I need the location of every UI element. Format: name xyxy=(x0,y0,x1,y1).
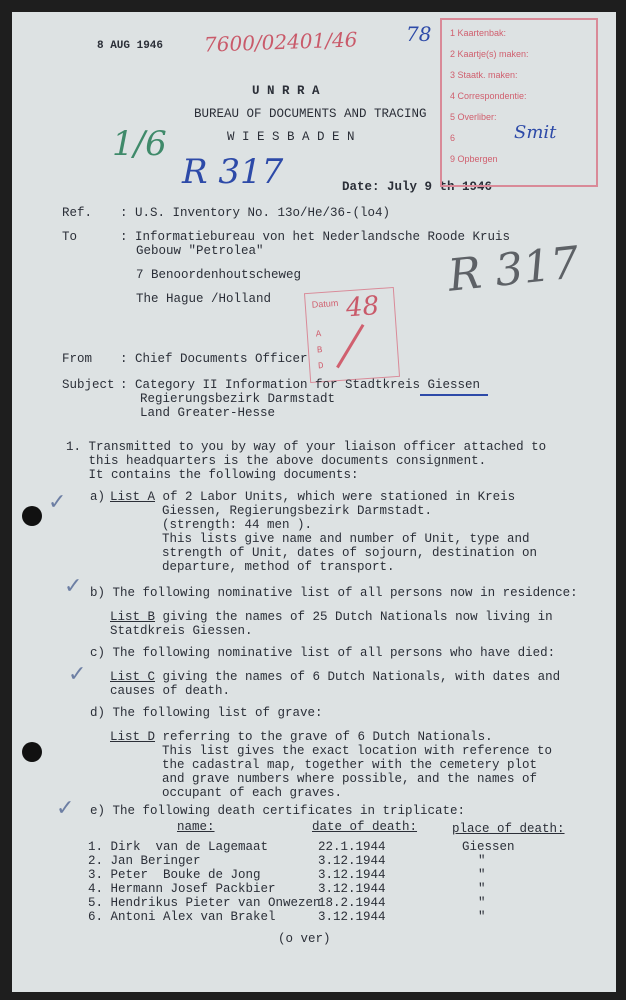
org-line-1: U N R R A xyxy=(252,84,320,98)
table-row-name: 3. Peter Bouke de Jong xyxy=(88,868,261,882)
item-a-list-name: List A xyxy=(110,490,156,504)
document-date: Date: July 9 th 1946 xyxy=(342,180,493,194)
table-row-date: 3.12.1944 xyxy=(318,910,386,924)
item-b-line-1: b) The following nominative list of all persons now in residence: xyxy=(90,586,578,600)
stamp-item: 5 Overliber: xyxy=(450,112,497,122)
table-row-date: 3.12.1944 xyxy=(318,882,386,896)
check-mark-icon: ✓ xyxy=(64,574,83,599)
item-d-line-4: the cadastral map, together with the cemetery plot xyxy=(162,758,538,772)
item-c-line-1: c) The following nominative list of all persons who have died: xyxy=(90,646,556,660)
stamp-item: 9 Opbergen xyxy=(450,154,498,164)
table-row-name: 4. Hermann Josef Packbier xyxy=(88,882,276,896)
table-row-place: Giessen xyxy=(462,840,515,854)
punch-hole xyxy=(22,506,42,526)
org-line-2: BUREAU OF DOCUMENTS AND TRACING xyxy=(194,107,427,121)
item-d-line-2: referring to the grave of 6 Dutch Nationals. xyxy=(155,730,493,744)
ref-label: Ref. xyxy=(62,206,93,220)
table-header-place: place of death: xyxy=(452,822,565,836)
table-row-date: 3.12.1944 xyxy=(318,854,386,868)
from-value: : Chief Documents Officer xyxy=(120,352,308,366)
item-a-line-1: of 2 Labor Units, which were stationed in Kreis xyxy=(155,490,516,504)
table-row-name: 5. Hendrikus Pieter van Onwezen xyxy=(88,896,321,910)
table-header-date: date of death: xyxy=(312,820,418,834)
item-d-line-1: d) The following list of grave: xyxy=(90,706,323,720)
table-row-name: 6. Antoni Alex van Brakel xyxy=(88,910,276,924)
handwritten-mark-green: 1/6 xyxy=(112,124,167,164)
paragraph-1-line-2: this headquarters is the above documents consignment. xyxy=(66,454,487,468)
received-date-stamp: 8 AUG 1946 xyxy=(97,40,164,52)
stamp-item: 3 Staatk. maken: xyxy=(450,70,518,80)
inbound-stamp-number: 48 xyxy=(345,291,381,324)
item-d-line-6: occupant of each graves. xyxy=(162,786,343,800)
subject-line-1: : Category II Information for Stadtkreis Giessen xyxy=(120,378,481,392)
item-c-line-3: causes of death. xyxy=(110,684,231,698)
inbound-stamp xyxy=(304,287,400,383)
subject-line-3: Land Greater-Hesse xyxy=(140,406,276,420)
registration-stamp xyxy=(440,18,598,187)
ref-value: : U.S. Inventory No. 13o/He/36-(lo4) xyxy=(120,206,391,220)
to-line-2: Gebouw "Petrolea" xyxy=(136,244,264,258)
paragraph-1-line-3: It contains the following documents: xyxy=(66,468,359,482)
table-row-place: " xyxy=(478,854,486,868)
item-a-line-3: (strength: 44 men ). xyxy=(162,518,313,532)
paragraph-1-line-1: 1. Transmitted to you by way of your liaison officer attached to xyxy=(66,440,547,454)
item-d-line-3: This list gives the exact location with reference to xyxy=(162,744,553,758)
stamp-item: 6 xyxy=(450,133,456,143)
blue-underline-mark xyxy=(420,394,488,396)
to-line-3: 7 Benoordenhoutscheweg xyxy=(136,268,302,282)
item-d-list-name: List D xyxy=(110,730,156,744)
org-line-3: W I E S B A D E N xyxy=(227,130,355,144)
to-line-4: The Hague /Holland xyxy=(136,292,272,306)
from-label: From xyxy=(62,352,93,366)
stamp-item: 1 Kaartenbak: xyxy=(450,28,507,38)
item-a-prefix: a) xyxy=(90,490,106,504)
table-row-name: 2. Jan Beringer xyxy=(88,854,201,868)
handwritten-file-ref: 7600/02401/46 xyxy=(203,27,358,57)
table-header-name: name: xyxy=(177,820,215,834)
inbound-stamp-letter: D xyxy=(317,361,324,372)
to-label: To xyxy=(62,230,78,244)
over-note: (o ver) xyxy=(278,932,331,946)
stamp-item: 4 Correspondentie: xyxy=(450,91,527,101)
item-b-line-3: Statdkreis Giessen. xyxy=(110,624,253,638)
item-b-list-name: List B xyxy=(110,610,156,624)
table-row-place: " xyxy=(478,910,486,924)
item-c-list-name: List C xyxy=(110,670,156,684)
inbound-stamp-letter: B xyxy=(316,345,323,356)
item-a-line-2: Giessen, Regierungsbezirk Darmstadt. xyxy=(162,504,433,518)
table-row-date: 3.12.1944 xyxy=(318,868,386,882)
item-c-line-2: giving the names of 6 Dutch Nationals, with dates and xyxy=(155,670,561,684)
subject-label: Subject xyxy=(62,378,115,392)
table-row-place: " xyxy=(478,868,486,882)
handwritten-reference-gray: R 317 xyxy=(445,237,582,302)
inbound-stamp-letter: A xyxy=(315,329,322,340)
item-d-line-5: and grave numbers where possible, and the names of xyxy=(162,772,538,786)
to-line-1: : Informatiebureau von het Nederlandsche Roode Kruis xyxy=(120,230,511,244)
item-e-line-1: e) The following death certificates in triplicate: xyxy=(90,804,466,818)
check-mark-icon: ✓ xyxy=(56,796,75,821)
stamp-item: 2 Kaartje(s) maken: xyxy=(450,49,529,59)
item-a-line-5: strength of Unit, dates of sojourn, destination on xyxy=(162,546,538,560)
table-row-place: " xyxy=(478,882,486,896)
subject-line-2: Regierungsbezirk Darmstadt xyxy=(140,392,336,406)
document-page xyxy=(12,12,616,992)
item-a-line-6: departure, method of transport. xyxy=(162,560,395,574)
item-a-line-4: This lists give name and number of Unit, type and xyxy=(162,532,530,546)
red-slash-mark xyxy=(336,324,364,368)
handwritten-reference-blue: R 317 xyxy=(182,152,284,192)
item-b-line-2: giving the names of 25 Dutch Nationals now living in xyxy=(155,610,553,624)
punch-hole xyxy=(22,742,42,762)
handwritten-top-number: 78 xyxy=(406,22,432,46)
table-row-name: 1. Dirk van de Lagemaat xyxy=(88,840,269,854)
table-row-date: 18.2.1944 xyxy=(318,896,386,910)
stamp-signature: Smit xyxy=(514,122,557,143)
check-mark-icon: ✓ xyxy=(68,662,87,687)
table-row-date: 22.1.1944 xyxy=(318,840,386,854)
table-row-place: " xyxy=(478,896,486,910)
inbound-stamp-label: Datum xyxy=(311,297,339,310)
check-mark-icon: ✓ xyxy=(48,490,67,515)
